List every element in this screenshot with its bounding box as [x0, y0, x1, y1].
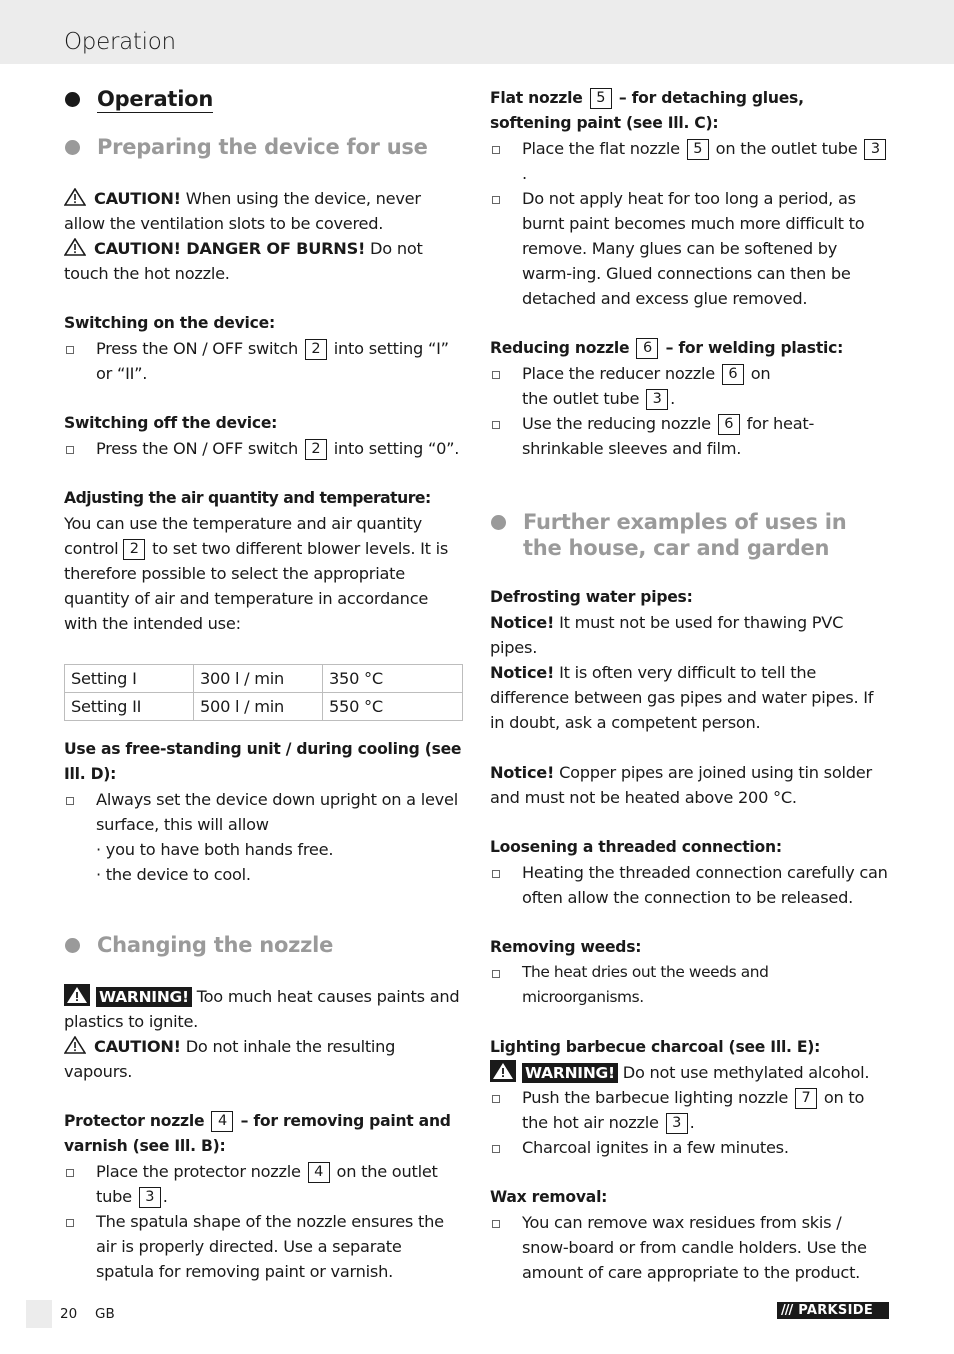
table-cell: 300 l / min: [194, 665, 323, 693]
part-number: 3: [666, 1113, 688, 1134]
part-number: 3: [864, 139, 886, 160]
flat-nozzle-title: Flat nozzle 5 – for detaching glues, softening paint (see Ill. C):: [490, 89, 804, 132]
sub-item: · the device to cool.: [96, 865, 251, 884]
checkbox-square-icon: [492, 146, 500, 154]
caution-vapours: CAUTION! Do not inhale the resulting vapours.: [64, 1037, 396, 1081]
list-item: You can remove wax residues from skis / snow-board or from candle holders. Use the amount of care appropriate to the product.: [490, 1210, 890, 1285]
list-item: Always set the device down upright on a level surface, this will allow: [64, 787, 464, 837]
loosen-title: Loosening a threaded connection:: [490, 838, 782, 856]
weeds-title: Removing weeds:: [490, 938, 642, 956]
defrost-title: Defrosting water pipes:: [490, 588, 693, 606]
page-header: [0, 0, 954, 64]
checkbox-square-icon: [492, 421, 500, 429]
checkbox-square-icon: [492, 1220, 500, 1228]
caution-triangle-icon: [64, 238, 86, 256]
bbq-title: Lighting barbecue charcoal (see Ill. E):: [490, 1038, 821, 1056]
table-row: [65, 665, 463, 693]
adjust-text: You can use the temperature and air quantity control 2 to set two different blower levels. It is therefore possible to select the appropriate quantity of air and temperature in accordance with the intended use:: [64, 514, 449, 633]
brand-logo: /// PARKSIDE: [777, 1302, 889, 1319]
section-heading-operation: Operation: [64, 84, 464, 118]
list-item: The heat dries out the weeds and microorganisms.: [490, 960, 890, 1010]
list-item: Use the reducing nozzle 6 for heat-shrinkable sleeves and film.: [490, 411, 890, 461]
right-column: [490, 86, 890, 1285]
header-title: Operation: [64, 29, 176, 55]
list-item: Do not apply heat for too long a period, as burnt paint becomes much more difficult to remove. Many glues can be softened by warm-ing. Glued connections can then be detached and excess glue removed.: [490, 186, 890, 311]
warning-triangle-icon: [490, 1060, 516, 1082]
section-heading-further-examples: Further examples of uses in the house, car and garden: [490, 509, 890, 561]
table-cell: Setting I: [65, 665, 194, 693]
notice-pvc: Notice! It must not be used for thawing PVC pipes.: [490, 613, 844, 657]
checkbox-square-icon: [492, 371, 500, 379]
part-number: 5: [687, 139, 709, 160]
warning-triangle-icon: [64, 984, 90, 1006]
section-heading-preparing: Preparing the device for use: [64, 134, 464, 160]
checkbox-square-icon: [492, 196, 500, 204]
part-number: 6: [636, 338, 658, 359]
switch-on-title: Switching on the device:: [64, 314, 275, 332]
part-number: 6: [722, 364, 744, 385]
checkbox-square-icon: [492, 870, 500, 878]
bullet-dot-icon: [65, 92, 80, 107]
section-heading-changing-nozzle: Changing the nozzle: [64, 932, 464, 958]
table-cell: 550 °C: [323, 693, 463, 721]
free-standing-title: Use as free-standing unit / during cooling (see Ill. D):: [64, 740, 462, 783]
checkbox-square-icon: [66, 1169, 74, 1177]
caution-triangle-icon: [64, 188, 86, 206]
warning-badge: WARNING!: [96, 987, 192, 1007]
list-item: Press the ON / OFF switch 2 into setting “I” or “II”.: [64, 336, 464, 386]
notice-gas-pipes: Notice! It is often very difficult to tell the difference between gas pipes and water pipes. If in doubt, ask a competent person.: [490, 663, 874, 732]
list-item: Heating the threaded connection carefully can often allow the connection to be released.: [490, 860, 890, 910]
footer-marker: [26, 1300, 52, 1328]
part-number: 3: [139, 1187, 161, 1208]
protector-nozzle-title: Protector nozzle 4 – for removing paint and varnish (see Ill. B):: [64, 1112, 451, 1155]
list-item: The spatula shape of the nozzle ensures the air is properly directed. Use a separate spatula for removing paint or varnish.: [64, 1209, 464, 1284]
part-number: 4: [308, 1162, 330, 1183]
warning-methylated: WARNING! Do not use methylated alcohol.: [490, 1060, 890, 1085]
checkbox-square-icon: [492, 1145, 500, 1153]
warning-badge: WARNING!: [522, 1063, 618, 1083]
language-code: GB: [95, 1306, 115, 1322]
checkbox-square-icon: [492, 970, 500, 978]
part-number: 2: [305, 339, 327, 360]
part-number: 5: [590, 88, 612, 109]
bullet-dot-icon: [491, 515, 506, 530]
checkbox-square-icon: [492, 1095, 500, 1103]
checkbox-square-icon: [66, 446, 74, 454]
notice-copper: Notice! Copper pipes are joined using tin solder and must not be heated above 200 °C.: [490, 763, 872, 807]
settings-table: [64, 664, 463, 721]
part-number: 6: [718, 414, 740, 435]
list-item: Place the protector nozzle 4 on the outlet tube 3 .: [64, 1159, 464, 1209]
sub-item: · you to have both hands free.: [96, 840, 334, 859]
checkbox-square-icon: [66, 1219, 74, 1227]
list-item: Push the barbecue lighting nozzle 7 on to the hot air nozzle 3 .: [490, 1085, 890, 1135]
table-cell: 500 l / min: [194, 693, 323, 721]
wax-title: Wax removal:: [490, 1188, 608, 1206]
list-item: Press the ON / OFF switch 2 into setting “0”.: [64, 436, 464, 461]
warning-ignite: WARNING! Too much heat causes paints and plastics to ignite.: [64, 984, 464, 1034]
left-column: [64, 80, 464, 1284]
bullet-dot-icon: [65, 140, 80, 155]
list-item: Place the flat nozzle 5 on the outlet tube 3.: [490, 136, 890, 186]
part-number: 3: [646, 389, 668, 410]
list-item: Charcoal ignites in a few minutes.: [490, 1135, 890, 1160]
table-row: [65, 693, 463, 721]
table-cell: Setting II: [65, 693, 194, 721]
part-number: 4: [211, 1111, 233, 1132]
caution-ventilation: CAUTION! When using the device, never allow the ventilation slots to be covered.: [64, 189, 421, 233]
caution-burns: CAUTION! DANGER OF BURNS! Do not touch the hot nozzle.: [64, 239, 423, 283]
page-number: 20: [60, 1306, 78, 1322]
part-number: 2: [123, 539, 145, 560]
bullet-dot-icon: [65, 938, 80, 953]
part-number: 2: [305, 439, 327, 460]
checkbox-square-icon: [66, 346, 74, 354]
checkbox-square-icon: [66, 797, 74, 805]
reducing-nozzle-title: Reducing nozzle 6 – for welding plastic:: [490, 339, 844, 357]
caution-triangle-icon: [64, 1036, 86, 1054]
part-number: 7: [795, 1088, 817, 1109]
switch-off-title: Switching off the device:: [64, 414, 278, 432]
table-cell: 350 °C: [323, 665, 463, 693]
list-item: Place the reducer nozzle 6 on the outlet tube 3 .: [490, 361, 890, 411]
adjust-title: Adjusting the air quantity and temperature:: [64, 489, 431, 507]
